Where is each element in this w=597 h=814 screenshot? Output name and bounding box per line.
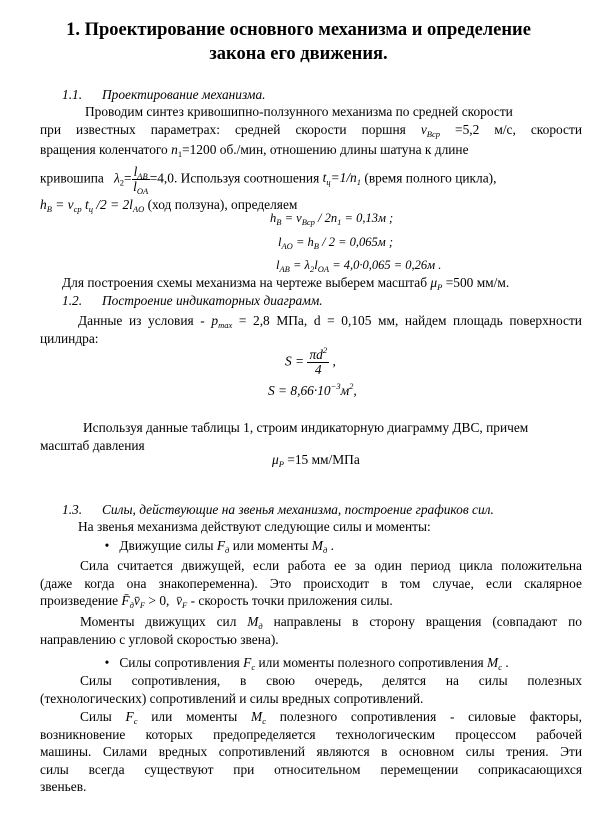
paragraph-scale: Для построения схемы механизма на чертеже выберем масштаб $\mu_P =500$ мм/м. [62,275,510,292]
paragraph-driving-moments: Моменты движущих сил $M_д$ направлены в сторону вращения (совпадают по направлению с угловой скоростью звена). [40,614,583,647]
ratio-fraction: $\frac{l_{AB}}{l_{OA}}$ [133,163,149,196]
paragraph-indicator: Используя данные таблицы 1, строим индикаторную диаграмму ДВС, причем масштаб давления [40,420,529,453]
section-1-1-heading: 1.1. Проектирование механизма. [62,87,266,102]
equation-lao: $l_{AO} = h_B / 2 = 0,065м$ ; [278,234,394,251]
section-1-3-heading: 1.3. Силы, действующие на звенья механизма, построение графиков сил. [62,502,494,517]
title-line-2: закона его движения. [209,44,388,64]
paragraph-useful-resistance: Силы $F_c$ или моменты $M_c$ полезного сопротивления - силовые факторы, возникновение которых предопределяется технологическим процессом рабочей машины. Силами вредных сопротивлений являются в основном силы трения. Эти силы всегда существуют при относительном перемещении соприкасающихся звеньев. [40,709,582,795]
bullet-icon: • [104,655,110,670]
bullet-driving-forces: • Движущие силы $F_д$ или моменты $M_д$ . [98,537,582,555]
section-1-2-heading: 1.2. Построение индикаторных диаграмм. [62,293,323,308]
equation-hb: $h_B = v_{Вср} / 2n_1 = 0,13м$ ; [270,211,394,227]
title-line-1: 1. Проектирование основного механизма и определение [66,20,531,40]
equations-mechanism [270,210,441,275]
pressure-scale: $\mu_P =15$ мм/МПа [272,452,360,469]
page-title [10,18,587,66]
equation-s-value: $S = 8,66\cdot 10^{-3}м^2$, [268,381,357,398]
equation-lab: $l_{AB} = \lambda_2l_{OA} = 4,0\cdot 0,065 = 0,26м$ . [276,258,442,275]
paragraph-cylinder: Данные из условия - $p_{max} = 2,8$ МПа, d = 0,105 мм, найдем площадь поверхности цилиндра: [40,313,582,346]
paragraph-resistance: Силы сопротивления, в свою очередь, делятся на силы полезных (технологических) сопротивлений и силы вредных сопротивлений. [40,673,582,706]
paragraph-forces-intro: На звенья механизма действуют следующие силы и моменты: [78,519,431,534]
bullet-resistance-forces: • Силы сопротивления $F_c$ или моменты полезного сопротивления $M_c$ . [98,654,582,672]
equations-area [285,345,336,377]
bullet-icon: • [104,538,110,553]
paragraph-synthesis: Проводим синтез кривошипно-ползунного механизма по средней скорости при известных параметрах: средней скорости поршня $v_{Вср} =5,2$ м/с, скорости вращения коленчатого $n_1=1200$ об./мин, отношению длины шатуна к длине кривошипа $\lambda_2=$ $\frac{l_{AB}}{l_{OA}}$ =4,0. Используя соотношения $t_ц=1/n_1$ (время полного цикла), $h_B = v_{ср}$ $t_ц$ $/2 = 2l_{AO}$ (ход ползуна), определяем [40,104,583,214]
paragraph-driving-force: Сила считается движущей, если работа ее за один период цикла положительна (даже когда она знакопеременна). Это происходит в том случае, если скалярное произведение $F̄_дv̄_F > 0$, $v̄_F$ - скорость точки приложения силы. [40,558,582,611]
equation-s-formula: S = $\frac{\pi d^2}{4}$ , [285,345,336,377]
